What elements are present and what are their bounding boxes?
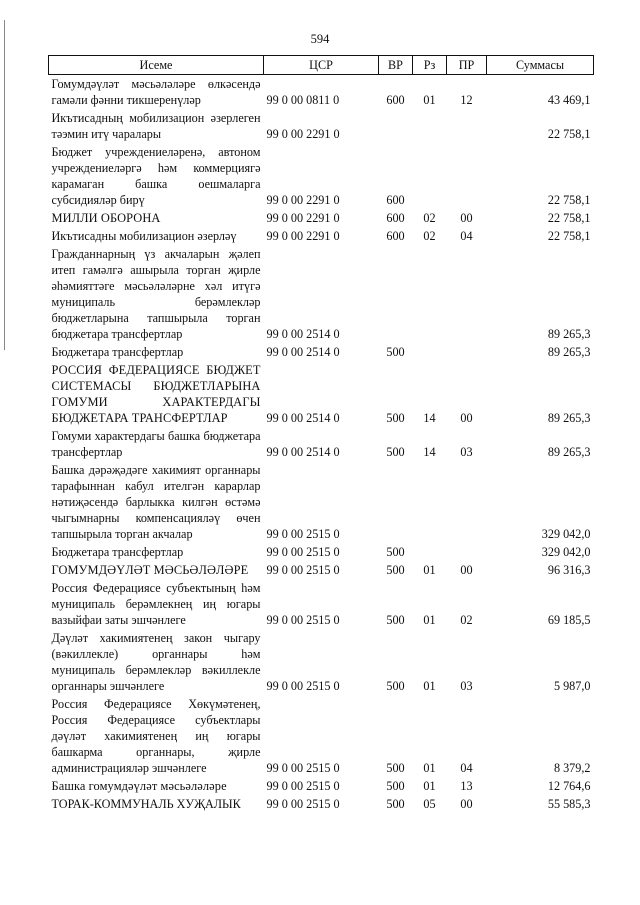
cell-sum: 12 764,6 xyxy=(547,779,591,793)
cell-pr: 00 xyxy=(460,563,473,577)
cell-pr: 03 xyxy=(460,445,473,459)
table-row xyxy=(49,777,594,795)
cell-csr: 99 0 00 2515 0 xyxy=(266,761,340,775)
header-rz: Рз xyxy=(413,56,447,75)
cell-rz: 05 xyxy=(423,797,436,811)
cell-csr: 99 0 00 2514 0 xyxy=(266,445,340,459)
cell-sum: 329 042,0 xyxy=(541,545,591,559)
cell-csr: 99 0 00 2514 0 xyxy=(266,345,340,359)
cell-sum: 5 987,0 xyxy=(553,679,591,693)
cell-name: Икътисадны мобилизацион әзерләү xyxy=(51,229,237,243)
table-row xyxy=(49,227,594,245)
cell-csr: 99 0 00 2291 0 xyxy=(266,193,340,207)
cell-sum: 22 758,1 xyxy=(547,229,591,243)
cell-pr: 13 xyxy=(460,779,473,793)
cell-csr: 99 0 00 2291 0 xyxy=(266,229,340,243)
cell-name: ТОРАК-КОММУНАЛЬ ХУҖАЛЫК xyxy=(51,797,241,811)
cell-name: Икътисадның мобилизацион әзерлеген тәэмин итү чаралары xyxy=(51,111,261,141)
cell-vr: 500 xyxy=(386,679,405,693)
table-row xyxy=(49,209,594,227)
cell-rz: 01 xyxy=(423,93,436,107)
cell-csr: 99 0 00 2515 0 xyxy=(266,797,340,811)
cell-csr: 99 0 00 2515 0 xyxy=(266,527,340,541)
cell-vr: 500 xyxy=(386,445,405,459)
cell-pr xyxy=(447,461,487,543)
page-number: 594 xyxy=(310,32,330,46)
cell-sum: 69 185,5 xyxy=(547,613,591,627)
cell-pr xyxy=(447,543,487,561)
cell-rz: 01 xyxy=(423,613,436,627)
table-row xyxy=(49,75,594,110)
cell-rz: 01 xyxy=(423,779,436,793)
cell-vr xyxy=(379,109,413,143)
left-margin-mark xyxy=(4,20,5,350)
cell-sum: 22 758,1 xyxy=(547,211,591,225)
cell-pr: 04 xyxy=(460,761,473,775)
cell-sum: 89 265,3 xyxy=(547,327,591,341)
cell-pr xyxy=(447,143,487,209)
cell-rz: 02 xyxy=(423,211,436,225)
cell-rz xyxy=(413,143,447,209)
table-row xyxy=(49,427,594,461)
cell-pr: 12 xyxy=(460,93,473,107)
cell-name: Дәүләт хакимиятенең закон чыгару (вәкиллекле) органнары һәм муниципаль берәмлекләр вәкиллекле органнары эшчәнлеге xyxy=(51,631,261,693)
table-row xyxy=(49,561,594,579)
table-row xyxy=(49,109,594,143)
cell-rz: 14 xyxy=(423,445,436,459)
cell-pr xyxy=(447,343,487,361)
cell-csr: 99 0 00 2515 0 xyxy=(266,545,340,559)
cell-sum: 43 469,1 xyxy=(547,93,591,107)
cell-sum: 89 265,3 xyxy=(547,345,591,359)
cell-vr: 600 xyxy=(386,93,405,107)
cell-pr: 03 xyxy=(460,679,473,693)
cell-rz: 02 xyxy=(423,229,436,243)
cell-sum: 8 379,2 xyxy=(553,761,591,775)
cell-csr: 99 0 00 2514 0 xyxy=(266,411,340,425)
cell-sum: 329 042,0 xyxy=(541,527,591,541)
cell-vr xyxy=(379,461,413,543)
cell-name: Бюджетара трансфертлар xyxy=(51,545,184,559)
cell-vr: 500 xyxy=(386,761,405,775)
cell-csr: 99 0 00 2291 0 xyxy=(266,127,340,141)
cell-name: Россия Федерациясе Хөкүмәтенең, Россия Федерациясе субъектлары дәүләт хакимиятенең иң югары башкарма органнары, җирле администрацияләр эшчәнлеге xyxy=(51,697,261,775)
cell-name: Гомуми характердагы башка бюджетара трансфертлар xyxy=(51,429,261,459)
cell-vr: 500 xyxy=(386,563,405,577)
cell-vr: 500 xyxy=(386,613,405,627)
cell-name: Гомумдәүләт мәсьәләләре өлкәсендә гамәли фәнни тикшеренүләр xyxy=(51,77,261,107)
cell-vr xyxy=(379,245,413,343)
table-row xyxy=(49,343,594,361)
table-row xyxy=(49,579,594,629)
cell-name: Башка дәрәҗәдәге хакимият органнары тарафыннан кабул ителгән карарлар нәтиҗәсендә барлыкка килгән өстәмә чыгымнарны компенсацияләү өчен тапшырыла торган акчалар xyxy=(51,463,261,541)
budget-table xyxy=(48,55,594,813)
table-row xyxy=(49,795,594,813)
cell-rz: 01 xyxy=(423,679,436,693)
cell-pr xyxy=(447,109,487,143)
cell-rz: 01 xyxy=(423,563,436,577)
cell-sum: 22 758,1 xyxy=(547,127,591,141)
cell-vr: 500 xyxy=(386,797,405,811)
header-pr: ПР xyxy=(447,56,487,75)
cell-pr: 04 xyxy=(460,229,473,243)
table-row xyxy=(49,245,594,343)
cell-sum: 89 265,3 xyxy=(547,411,591,425)
cell-pr xyxy=(447,245,487,343)
cell-name: Бюджетара трансфертлар xyxy=(51,345,184,359)
cell-rz xyxy=(413,461,447,543)
cell-csr: 99 0 00 2515 0 xyxy=(266,779,340,793)
cell-pr: 00 xyxy=(460,797,473,811)
cell-rz: 01 xyxy=(423,761,436,775)
cell-pr: 00 xyxy=(460,411,473,425)
table-row xyxy=(49,695,594,777)
cell-name: Россия Федерациясе субъектының һәм муниципаль берәмлекнең иң югары вазыйфаи заты эшчәнлеге xyxy=(51,581,261,627)
cell-vr: 500 xyxy=(386,345,405,359)
header-sum: Суммасы xyxy=(487,56,594,75)
cell-pr: 00 xyxy=(460,211,473,225)
header-vr: ВР xyxy=(379,56,413,75)
table-header-row xyxy=(49,56,594,75)
cell-vr: 600 xyxy=(386,211,405,225)
table-row xyxy=(49,461,594,543)
cell-rz xyxy=(413,343,447,361)
cell-csr: 99 0 00 2515 0 xyxy=(266,679,340,693)
cell-name: РОССИЯ ФЕДЕРАЦИЯСЕ БЮДЖЕТ СИСТЕМАСЫ БЮДЖЕТЛАРЫНА ГОМУМИ ХАРАКТЕРДАГЫ БЮДЖЕТАРА ТРАНСФЕРТЛАР xyxy=(51,363,261,425)
header-name: Исеме xyxy=(49,56,264,75)
cell-sum: 22 758,1 xyxy=(547,193,591,207)
table-row xyxy=(49,361,594,427)
header-csr: ЦСР xyxy=(264,56,379,75)
cell-rz: 14 xyxy=(423,411,436,425)
cell-vr: 500 xyxy=(386,411,405,425)
cell-name: Башка гомумдәүләт мәсьәләләре xyxy=(51,779,227,793)
cell-name: ГОМУМДӘҮЛӘТ МӘСЬӘЛӘЛӘРЕ xyxy=(51,563,249,577)
cell-csr: 99 0 00 2515 0 xyxy=(266,613,340,627)
cell-name: Бюджет учреждениеләренә, автоном учреждениеләргә һәм коммерциягә карамаган башка оешмаларга субсидияләр бирү xyxy=(51,145,261,207)
cell-pr: 02 xyxy=(460,613,473,627)
cell-csr: 99 0 00 2514 0 xyxy=(266,327,340,341)
cell-csr: 99 0 00 2291 0 xyxy=(266,211,340,225)
cell-vr: 500 xyxy=(386,545,405,559)
cell-vr: 500 xyxy=(386,779,405,793)
cell-csr: 99 0 00 2515 0 xyxy=(266,563,340,577)
cell-vr: 600 xyxy=(386,229,405,243)
cell-rz xyxy=(413,245,447,343)
table-row xyxy=(49,143,594,209)
cell-rz xyxy=(413,543,447,561)
cell-name: МИЛЛИ ОБОРОНА xyxy=(51,211,161,225)
cell-sum: 89 265,3 xyxy=(547,445,591,459)
cell-sum: 96 316,3 xyxy=(547,563,591,577)
cell-csr: 99 0 00 0811 0 xyxy=(266,93,340,107)
cell-sum: 55 585,3 xyxy=(547,797,591,811)
cell-name: Гражданнарның үз акчаларын җәлеп итеп гамәлгә ашырыла торган җирле әһәмияттәге мәсьәләләрне хәл итүгә муниципаль берәмлекләр бюджетларына тапшырыла торган бюджетара трансфертлар xyxy=(51,247,261,341)
cell-rz xyxy=(413,109,447,143)
cell-vr: 600 xyxy=(386,193,405,207)
table-row xyxy=(49,543,594,561)
table-row xyxy=(49,629,594,695)
